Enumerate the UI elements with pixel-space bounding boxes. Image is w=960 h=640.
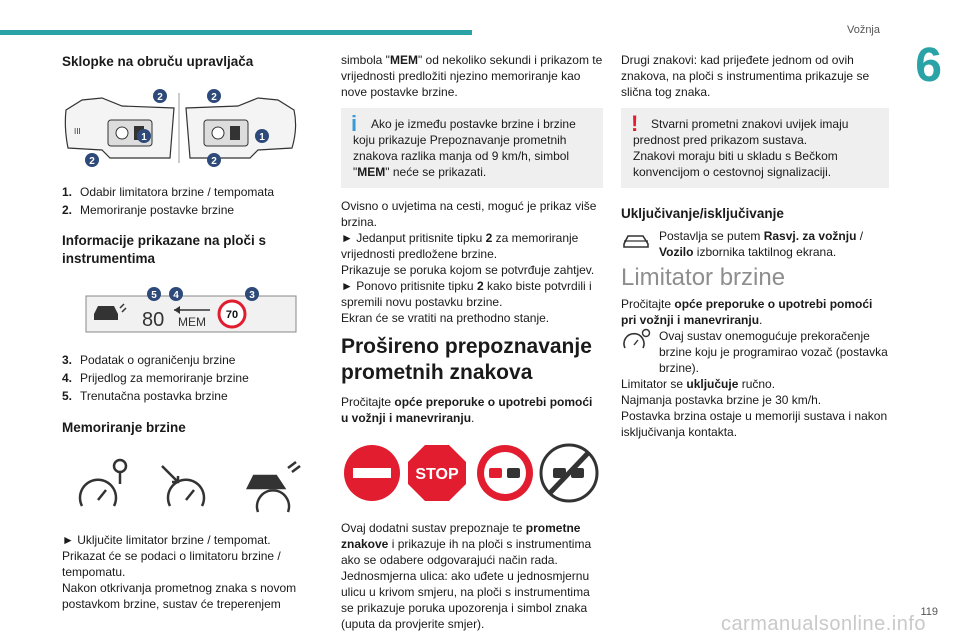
paragraph: ► Jedanput pritisnite tipku 2 za memoriranje vrijednosti predložene brzine. [341,231,579,261]
paragraph: Prikazuje se poruka kojom se potvrđuje zahtjev. [341,263,595,277]
callout-5: 5 [151,290,157,301]
column-2 [341,52,603,640]
heading-speed-memory: Memoriranje brzine [62,420,186,435]
info-icon: i [351,111,358,136]
paragraph: Ovisno o uvjetima na cesti, moguć je prikaz više brzina. [341,199,597,229]
car-settings-icon [621,228,651,250]
paragraph: Jednosmjerna ulica: ako uđete u jednosmjernu ulicu u krivom smjeru, na ploči s instrumentima se prikazuje poruka upozorenja i simbol znaka (uputa da provjerite smjer). [341,569,590,631]
speedometer-pin-icon [621,328,651,350]
limit-sign-value: 70 [225,309,239,321]
paragraph: simbola "MEM" od nekoliko sekundi i prikazom te vrijednosti predložiti njezino memoriranje kao nove postavke brzine. [341,53,603,99]
paragraph: Pročitajte opće preporuke o upotrebi pomoći u vožnji i manevriranju. [341,395,593,425]
info-note: i Ako je između postavke brzine i brzine koju prikazuje Prepoznavanje prometnih znakova razlika manja od 9 km/h, simbol "MEM" neće se prikazati. [341,108,603,188]
callout-2-c: 2 [211,92,217,103]
memory-paragraph: ► Uključite limitator brzine / tempomat. Prikazat će se podaci o limitatoru brzine / tempomatu. Nakon otkrivanja prometnog znaka s novom postavkom brzine, sustav će treperenjem [62,533,297,611]
header-accent-bar-tip [466,30,472,35]
list-item: 1. Odabir limitatora brzine / tempomata [62,185,275,199]
speedometer-arrow-icon [162,466,204,506]
list-item: 2. Memoriranje postavke brzine [62,203,235,217]
callout-1-b: 1 [259,132,265,143]
watermark: carmanualsonline.info [720,613,926,635]
stalk-left-illustration [65,98,174,158]
heading-extended-recognition: Prošireno prepoznavanje prometnih znakova [341,335,592,384]
car-speedometer-icon [248,462,300,512]
stalk-right-illustration [179,93,296,163]
no-overtaking-sign-icon [477,445,533,501]
warning-icon: ! [631,111,639,136]
paragraph: Najmanja postavka brzine je 30 km/h. [621,393,822,407]
end-no-overtaking-sign-icon [541,445,597,501]
mem-symbol: MEM [178,315,206,329]
callout-3: 3 [249,290,255,301]
paragraph: Drugi znakovi: kad prijeđete jednom od ovih znakova, na ploči s instrumentima prikazuje se slična tog znaka. [621,53,870,99]
limiter-row: Ovaj sustav onemogućuje prekoračenje brzine koju je programirao vozač (postavka brzine). [621,328,889,376]
callout-4: 4 [173,290,179,301]
header-accent-bar [0,30,472,35]
paragraph: Ovaj dodatni sustav prepoznaje te prometne znakove i prikazuje ih na ploči s instrumentima ako se odabere odgovarajući način rada. [341,521,592,567]
heading-speed-limiter: Limitator brzine [621,264,786,291]
list-item: 3. Podatak o ograničenju brzine [62,353,236,367]
warning-note: ! Stvarni prometni znakovi uvijek imaju prednost pred prikazom sustava. Znakovi moraju biti u skladu s Bečkom konvencijom o cestovnoj signalizaciji. [621,108,889,188]
callout-2-a: 2 [157,92,163,103]
callout-2-b: 2 [89,156,95,167]
on-off-row: Postavlja se putem Rasvj. za vožnju / Vozilo izbornika taktilnog ekrana. [621,228,889,260]
no-entry-sign-icon [344,445,400,501]
section-title: Vožnja [846,24,880,36]
steering-switches-figure [62,88,302,168]
paragraph: Pročitajte opće preporuke o upotrebi pomoći pri vožnji i manevriranju. [621,297,873,327]
paragraph: Ekran će se vratiti na prethodno stanje. [341,311,550,325]
heading-cluster-info: Informacije prikazane na ploči s instrumentima [62,233,267,266]
stop-sign-icon [408,445,466,501]
column-1 [62,52,312,620]
list-item: 5. Trenutačna postavka brzine [62,389,228,403]
page-number: 119 [920,606,938,618]
paragraph: Postavka brzina ostaje u memoriji sustava i nakon isključivanja kontakta. [621,409,888,439]
traffic-signs-figure [341,442,603,504]
column-3 [621,52,889,440]
paragraph: ► Ponovo pritisnite tipku 2 kako biste potvrdili i spremili novu postavku brzine. [341,279,592,309]
current-speed-value: 80 [142,309,165,331]
svg-text:III: III [74,127,81,136]
speedometer-pin-icon [80,460,126,506]
speed-memory-icons [62,454,302,516]
chapter-number: 6 [915,39,942,92]
callout-1-a: 1 [141,132,147,143]
paragraph: Limitator se uključuje ručno. [621,377,776,391]
stop-sign-text: STOP [415,466,459,483]
cluster-display-figure [62,286,302,336]
callout-2-d: 2 [211,156,217,167]
list-item: 4. Prijedlog za memoriranje brzine [62,371,249,385]
heading-wheel-controls: Sklopke na obruču upravljača [62,54,254,69]
heading-on-off: Uključivanje/isključivanje [621,206,784,221]
